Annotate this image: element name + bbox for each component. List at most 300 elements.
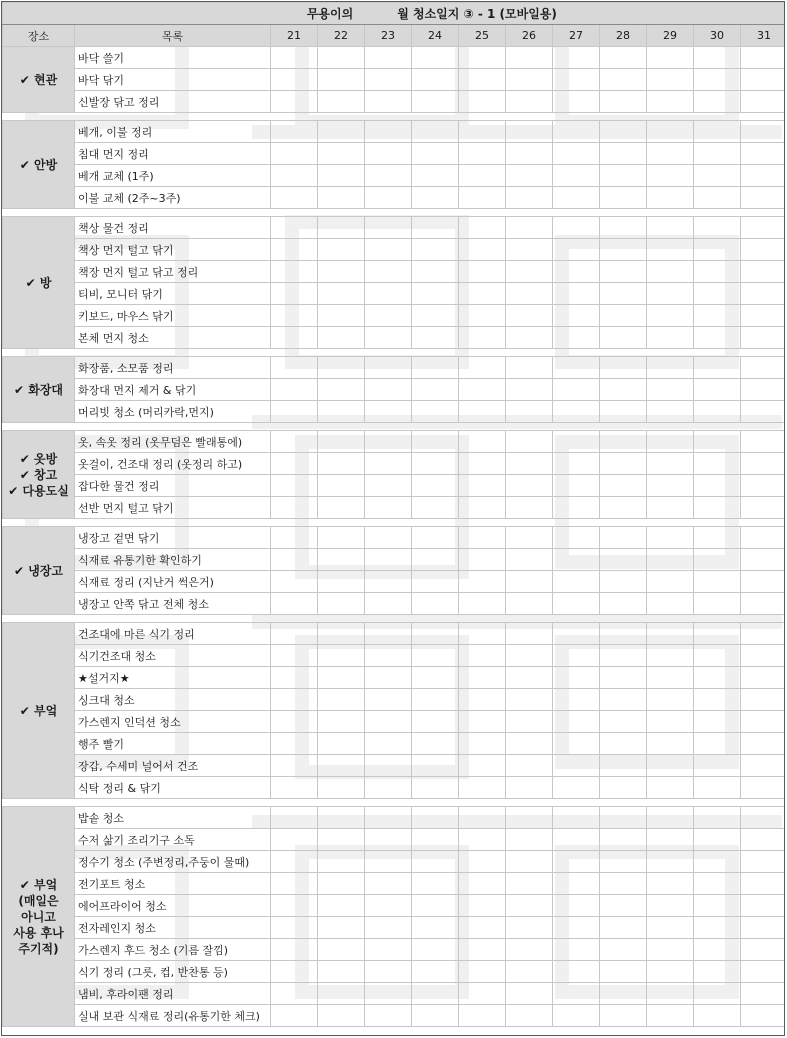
day-check-cell-29[interactable] [647,939,694,961]
day-check-cell-28[interactable] [600,401,647,423]
day-check-cell-30[interactable] [694,239,741,261]
day-check-cell-24[interactable] [412,497,459,519]
day-check-cell-21[interactable] [271,711,318,733]
day-check-cell-22[interactable] [318,593,365,615]
day-check-cell-21[interactable] [271,453,318,475]
day-check-cell-28[interactable] [600,645,647,667]
day-check-cell-26[interactable] [506,283,553,305]
day-check-cell-24[interactable] [412,807,459,829]
day-check-cell-24[interactable] [412,645,459,667]
day-check-cell-28[interactable] [600,431,647,453]
day-check-cell-24[interactable] [412,357,459,379]
day-check-cell-21[interactable] [271,187,318,209]
day-check-cell-29[interactable] [647,401,694,423]
day-check-cell-30[interactable] [694,357,741,379]
day-check-cell-24[interactable] [412,239,459,261]
day-check-cell-30[interactable] [694,777,741,799]
day-check-cell-25[interactable] [459,187,506,209]
day-check-cell-25[interactable] [459,711,506,733]
day-check-cell-31[interactable] [741,187,786,209]
day-check-cell-22[interactable] [318,851,365,873]
day-check-cell-26[interactable] [506,829,553,851]
day-check-cell-21[interactable] [271,917,318,939]
day-check-cell-28[interactable] [600,593,647,615]
day-check-cell-24[interactable] [412,917,459,939]
day-check-cell-22[interactable] [318,379,365,401]
day-check-cell-23[interactable] [365,327,412,349]
day-check-cell-23[interactable] [365,571,412,593]
day-check-cell-22[interactable] [318,401,365,423]
day-check-cell-25[interactable] [459,357,506,379]
day-check-cell-28[interactable] [600,91,647,113]
day-check-cell-31[interactable] [741,401,786,423]
day-check-cell-21[interactable] [271,357,318,379]
day-check-cell-30[interactable] [694,401,741,423]
day-check-cell-25[interactable] [459,983,506,1005]
day-check-cell-24[interactable] [412,1005,459,1027]
day-check-cell-24[interactable] [412,895,459,917]
day-check-cell-30[interactable] [694,217,741,239]
day-check-cell-25[interactable] [459,165,506,187]
day-check-cell-29[interactable] [647,327,694,349]
day-check-cell-28[interactable] [600,527,647,549]
day-check-cell-25[interactable] [459,327,506,349]
day-check-cell-21[interactable] [271,829,318,851]
day-check-cell-31[interactable] [741,497,786,519]
day-check-cell-27[interactable] [553,69,600,91]
day-check-cell-25[interactable] [459,121,506,143]
day-check-cell-26[interactable] [506,711,553,733]
day-check-cell-22[interactable] [318,873,365,895]
day-check-cell-26[interactable] [506,165,553,187]
day-check-cell-26[interactable] [506,187,553,209]
day-check-cell-24[interactable] [412,475,459,497]
day-check-cell-22[interactable] [318,571,365,593]
day-check-cell-29[interactable] [647,755,694,777]
day-check-cell-29[interactable] [647,711,694,733]
day-check-cell-27[interactable] [553,143,600,165]
day-check-cell-28[interactable] [600,623,647,645]
day-check-cell-29[interactable] [647,777,694,799]
day-check-cell-29[interactable] [647,961,694,983]
day-check-cell-29[interactable] [647,527,694,549]
day-check-cell-23[interactable] [365,623,412,645]
day-check-cell-30[interactable] [694,305,741,327]
day-check-cell-28[interactable] [600,261,647,283]
day-check-cell-22[interactable] [318,143,365,165]
day-check-cell-24[interactable] [412,623,459,645]
day-check-cell-23[interactable] [365,261,412,283]
day-check-cell-27[interactable] [553,91,600,113]
day-check-cell-29[interactable] [647,357,694,379]
day-check-cell-30[interactable] [694,807,741,829]
day-check-cell-27[interactable] [553,283,600,305]
day-check-cell-28[interactable] [600,711,647,733]
day-check-cell-22[interactable] [318,239,365,261]
day-check-cell-25[interactable] [459,895,506,917]
day-check-cell-22[interactable] [318,497,365,519]
day-check-cell-29[interactable] [647,165,694,187]
day-check-cell-25[interactable] [459,143,506,165]
day-check-cell-25[interactable] [459,379,506,401]
day-check-cell-25[interactable] [459,217,506,239]
day-check-cell-22[interactable] [318,961,365,983]
day-check-cell-24[interactable] [412,851,459,873]
day-check-cell-30[interactable] [694,983,741,1005]
day-check-cell-22[interactable] [318,217,365,239]
day-check-cell-31[interactable] [741,357,786,379]
day-check-cell-24[interactable] [412,121,459,143]
day-check-cell-26[interactable] [506,261,553,283]
day-check-cell-31[interactable] [741,851,786,873]
day-check-cell-24[interactable] [412,961,459,983]
day-check-cell-28[interactable] [600,571,647,593]
day-check-cell-21[interactable] [271,873,318,895]
day-check-cell-28[interactable] [600,851,647,873]
day-check-cell-27[interactable] [553,807,600,829]
day-check-cell-21[interactable] [271,261,318,283]
day-check-cell-28[interactable] [600,807,647,829]
day-check-cell-27[interactable] [553,239,600,261]
day-check-cell-28[interactable] [600,755,647,777]
day-check-cell-22[interactable] [318,121,365,143]
day-check-cell-31[interactable] [741,283,786,305]
day-check-cell-29[interactable] [647,667,694,689]
day-check-cell-23[interactable] [365,689,412,711]
day-check-cell-27[interactable] [553,895,600,917]
day-check-cell-29[interactable] [647,895,694,917]
day-check-cell-31[interactable] [741,165,786,187]
day-check-cell-26[interactable] [506,917,553,939]
day-check-cell-22[interactable] [318,165,365,187]
day-check-cell-25[interactable] [459,851,506,873]
day-check-cell-27[interactable] [553,711,600,733]
day-check-cell-25[interactable] [459,261,506,283]
day-check-cell-23[interactable] [365,401,412,423]
day-check-cell-25[interactable] [459,961,506,983]
day-check-cell-29[interactable] [647,283,694,305]
day-check-cell-24[interactable] [412,327,459,349]
day-check-cell-31[interactable] [741,431,786,453]
day-check-cell-25[interactable] [459,549,506,571]
day-check-cell-30[interactable] [694,283,741,305]
day-check-cell-30[interactable] [694,645,741,667]
day-check-cell-22[interactable] [318,689,365,711]
day-check-cell-28[interactable] [600,961,647,983]
day-check-cell-25[interactable] [459,873,506,895]
day-check-cell-25[interactable] [459,829,506,851]
day-check-cell-30[interactable] [694,379,741,401]
day-check-cell-28[interactable] [600,165,647,187]
day-check-cell-25[interactable] [459,645,506,667]
day-check-cell-21[interactable] [271,69,318,91]
day-check-cell-22[interactable] [318,983,365,1005]
day-check-cell-31[interactable] [741,593,786,615]
day-check-cell-22[interactable] [318,777,365,799]
day-check-cell-26[interactable] [506,667,553,689]
day-check-cell-29[interactable] [647,261,694,283]
day-check-cell-22[interactable] [318,807,365,829]
day-check-cell-25[interactable] [459,593,506,615]
day-check-cell-30[interactable] [694,187,741,209]
day-check-cell-21[interactable] [271,549,318,571]
day-check-cell-21[interactable] [271,593,318,615]
day-check-cell-31[interactable] [741,939,786,961]
day-check-cell-27[interactable] [553,475,600,497]
day-check-cell-30[interactable] [694,475,741,497]
day-check-cell-31[interactable] [741,571,786,593]
day-check-cell-30[interactable] [694,851,741,873]
day-check-cell-30[interactable] [694,711,741,733]
day-check-cell-26[interactable] [506,143,553,165]
day-check-cell-30[interactable] [694,431,741,453]
day-check-cell-27[interactable] [553,917,600,939]
day-check-cell-27[interactable] [553,873,600,895]
day-check-cell-29[interactable] [647,645,694,667]
day-check-cell-31[interactable] [741,917,786,939]
day-check-cell-31[interactable] [741,239,786,261]
day-check-cell-30[interactable] [694,829,741,851]
day-check-cell-26[interactable] [506,121,553,143]
day-check-cell-30[interactable] [694,47,741,69]
day-check-cell-31[interactable] [741,807,786,829]
day-check-cell-24[interactable] [412,69,459,91]
day-check-cell-26[interactable] [506,357,553,379]
day-check-cell-26[interactable] [506,777,553,799]
day-check-cell-29[interactable] [647,47,694,69]
day-check-cell-28[interactable] [600,143,647,165]
day-check-cell-26[interactable] [506,327,553,349]
day-check-cell-29[interactable] [647,187,694,209]
day-check-cell-23[interactable] [365,431,412,453]
day-check-cell-31[interactable] [741,829,786,851]
day-check-cell-28[interactable] [600,1005,647,1027]
day-check-cell-29[interactable] [647,829,694,851]
day-check-cell-22[interactable] [318,645,365,667]
day-check-cell-30[interactable] [694,755,741,777]
day-check-cell-23[interactable] [365,807,412,829]
day-check-cell-24[interactable] [412,983,459,1005]
day-check-cell-22[interactable] [318,917,365,939]
day-check-cell-21[interactable] [271,807,318,829]
day-check-cell-27[interactable] [553,305,600,327]
day-check-cell-21[interactable] [271,895,318,917]
day-check-cell-21[interactable] [271,667,318,689]
day-check-cell-31[interactable] [741,121,786,143]
day-check-cell-29[interactable] [647,593,694,615]
day-check-cell-29[interactable] [647,851,694,873]
day-check-cell-29[interactable] [647,239,694,261]
day-check-cell-27[interactable] [553,733,600,755]
day-check-cell-27[interactable] [553,497,600,519]
day-check-cell-21[interactable] [271,623,318,645]
day-check-cell-28[interactable] [600,357,647,379]
day-check-cell-28[interactable] [600,829,647,851]
day-check-cell-30[interactable] [694,667,741,689]
day-check-cell-24[interactable] [412,829,459,851]
day-check-cell-28[interactable] [600,689,647,711]
day-check-cell-29[interactable] [647,143,694,165]
day-check-cell-30[interactable] [694,571,741,593]
day-check-cell-27[interactable] [553,549,600,571]
day-check-cell-28[interactable] [600,983,647,1005]
day-check-cell-26[interactable] [506,401,553,423]
day-check-cell-25[interactable] [459,667,506,689]
day-check-cell-31[interactable] [741,261,786,283]
day-check-cell-25[interactable] [459,239,506,261]
day-check-cell-23[interactable] [365,777,412,799]
day-check-cell-21[interactable] [271,143,318,165]
day-check-cell-21[interactable] [271,939,318,961]
day-check-cell-24[interactable] [412,379,459,401]
day-check-cell-26[interactable] [506,1005,553,1027]
day-check-cell-31[interactable] [741,895,786,917]
day-check-cell-24[interactable] [412,755,459,777]
day-check-cell-31[interactable] [741,961,786,983]
day-check-cell-23[interactable] [365,961,412,983]
day-check-cell-28[interactable] [600,549,647,571]
day-check-cell-28[interactable] [600,305,647,327]
day-check-cell-24[interactable] [412,711,459,733]
day-check-cell-27[interactable] [553,327,600,349]
day-check-cell-28[interactable] [600,917,647,939]
day-check-cell-28[interactable] [600,453,647,475]
day-check-cell-24[interactable] [412,689,459,711]
day-check-cell-26[interactable] [506,527,553,549]
day-check-cell-27[interactable] [553,645,600,667]
day-check-cell-27[interactable] [553,527,600,549]
day-check-cell-29[interactable] [647,549,694,571]
day-check-cell-24[interactable] [412,143,459,165]
day-check-cell-31[interactable] [741,667,786,689]
day-check-cell-23[interactable] [365,165,412,187]
day-check-cell-25[interactable] [459,431,506,453]
day-check-cell-27[interactable] [553,623,600,645]
day-check-cell-27[interactable] [553,47,600,69]
day-check-cell-28[interactable] [600,777,647,799]
day-check-cell-21[interactable] [271,733,318,755]
day-check-cell-28[interactable] [600,873,647,895]
day-check-cell-21[interactable] [271,327,318,349]
day-check-cell-30[interactable] [694,497,741,519]
day-check-cell-26[interactable] [506,873,553,895]
day-check-cell-31[interactable] [741,69,786,91]
day-check-cell-24[interactable] [412,305,459,327]
day-check-cell-28[interactable] [600,69,647,91]
day-check-cell-27[interactable] [553,187,600,209]
day-check-cell-30[interactable] [694,261,741,283]
day-check-cell-23[interactable] [365,667,412,689]
day-check-cell-28[interactable] [600,47,647,69]
day-check-cell-27[interactable] [553,593,600,615]
day-check-cell-27[interactable] [553,453,600,475]
day-check-cell-22[interactable] [318,305,365,327]
day-check-cell-26[interactable] [506,983,553,1005]
day-check-cell-23[interactable] [365,283,412,305]
day-check-cell-22[interactable] [318,261,365,283]
day-check-cell-24[interactable] [412,873,459,895]
day-check-cell-23[interactable] [365,69,412,91]
day-check-cell-27[interactable] [553,961,600,983]
day-check-cell-25[interactable] [459,47,506,69]
day-check-cell-26[interactable] [506,497,553,519]
day-check-cell-30[interactable] [694,917,741,939]
day-check-cell-30[interactable] [694,527,741,549]
day-check-cell-25[interactable] [459,91,506,113]
day-check-cell-23[interactable] [365,497,412,519]
day-check-cell-24[interactable] [412,187,459,209]
day-check-cell-23[interactable] [365,873,412,895]
day-check-cell-30[interactable] [694,327,741,349]
day-check-cell-26[interactable] [506,645,553,667]
day-check-cell-28[interactable] [600,497,647,519]
day-check-cell-28[interactable] [600,733,647,755]
day-check-cell-30[interactable] [694,873,741,895]
day-check-cell-24[interactable] [412,939,459,961]
day-check-cell-21[interactable] [271,401,318,423]
day-check-cell-29[interactable] [647,917,694,939]
day-check-cell-31[interactable] [741,711,786,733]
day-check-cell-23[interactable] [365,187,412,209]
day-check-cell-27[interactable] [553,217,600,239]
day-check-cell-31[interactable] [741,453,786,475]
day-check-cell-21[interactable] [271,283,318,305]
day-check-cell-21[interactable] [271,961,318,983]
day-check-cell-23[interactable] [365,733,412,755]
day-check-cell-25[interactable] [459,755,506,777]
day-check-cell-24[interactable] [412,401,459,423]
day-check-cell-21[interactable] [271,165,318,187]
day-check-cell-21[interactable] [271,571,318,593]
day-check-cell-22[interactable] [318,327,365,349]
day-check-cell-22[interactable] [318,357,365,379]
day-check-cell-21[interactable] [271,645,318,667]
day-check-cell-29[interactable] [647,379,694,401]
day-check-cell-24[interactable] [412,261,459,283]
day-check-cell-23[interactable] [365,983,412,1005]
day-check-cell-29[interactable] [647,689,694,711]
day-check-cell-27[interactable] [553,983,600,1005]
day-check-cell-24[interactable] [412,47,459,69]
day-check-cell-23[interactable] [365,239,412,261]
day-check-cell-27[interactable] [553,851,600,873]
day-check-cell-31[interactable] [741,143,786,165]
day-check-cell-27[interactable] [553,121,600,143]
day-check-cell-23[interactable] [365,91,412,113]
day-check-cell-28[interactable] [600,379,647,401]
day-check-cell-27[interactable] [553,1005,600,1027]
day-check-cell-28[interactable] [600,475,647,497]
day-check-cell-22[interactable] [318,711,365,733]
day-check-cell-26[interactable] [506,453,553,475]
day-check-cell-31[interactable] [741,733,786,755]
day-check-cell-22[interactable] [318,829,365,851]
day-check-cell-21[interactable] [271,305,318,327]
day-check-cell-23[interactable] [365,829,412,851]
day-check-cell-30[interactable] [694,593,741,615]
day-check-cell-30[interactable] [694,549,741,571]
day-check-cell-31[interactable] [741,475,786,497]
day-check-cell-22[interactable] [318,733,365,755]
day-check-cell-22[interactable] [318,755,365,777]
day-check-cell-23[interactable] [365,379,412,401]
day-check-cell-21[interactable] [271,47,318,69]
day-check-cell-22[interactable] [318,895,365,917]
day-check-cell-31[interactable] [741,1005,786,1027]
day-check-cell-22[interactable] [318,283,365,305]
day-check-cell-25[interactable] [459,917,506,939]
day-check-cell-23[interactable] [365,645,412,667]
